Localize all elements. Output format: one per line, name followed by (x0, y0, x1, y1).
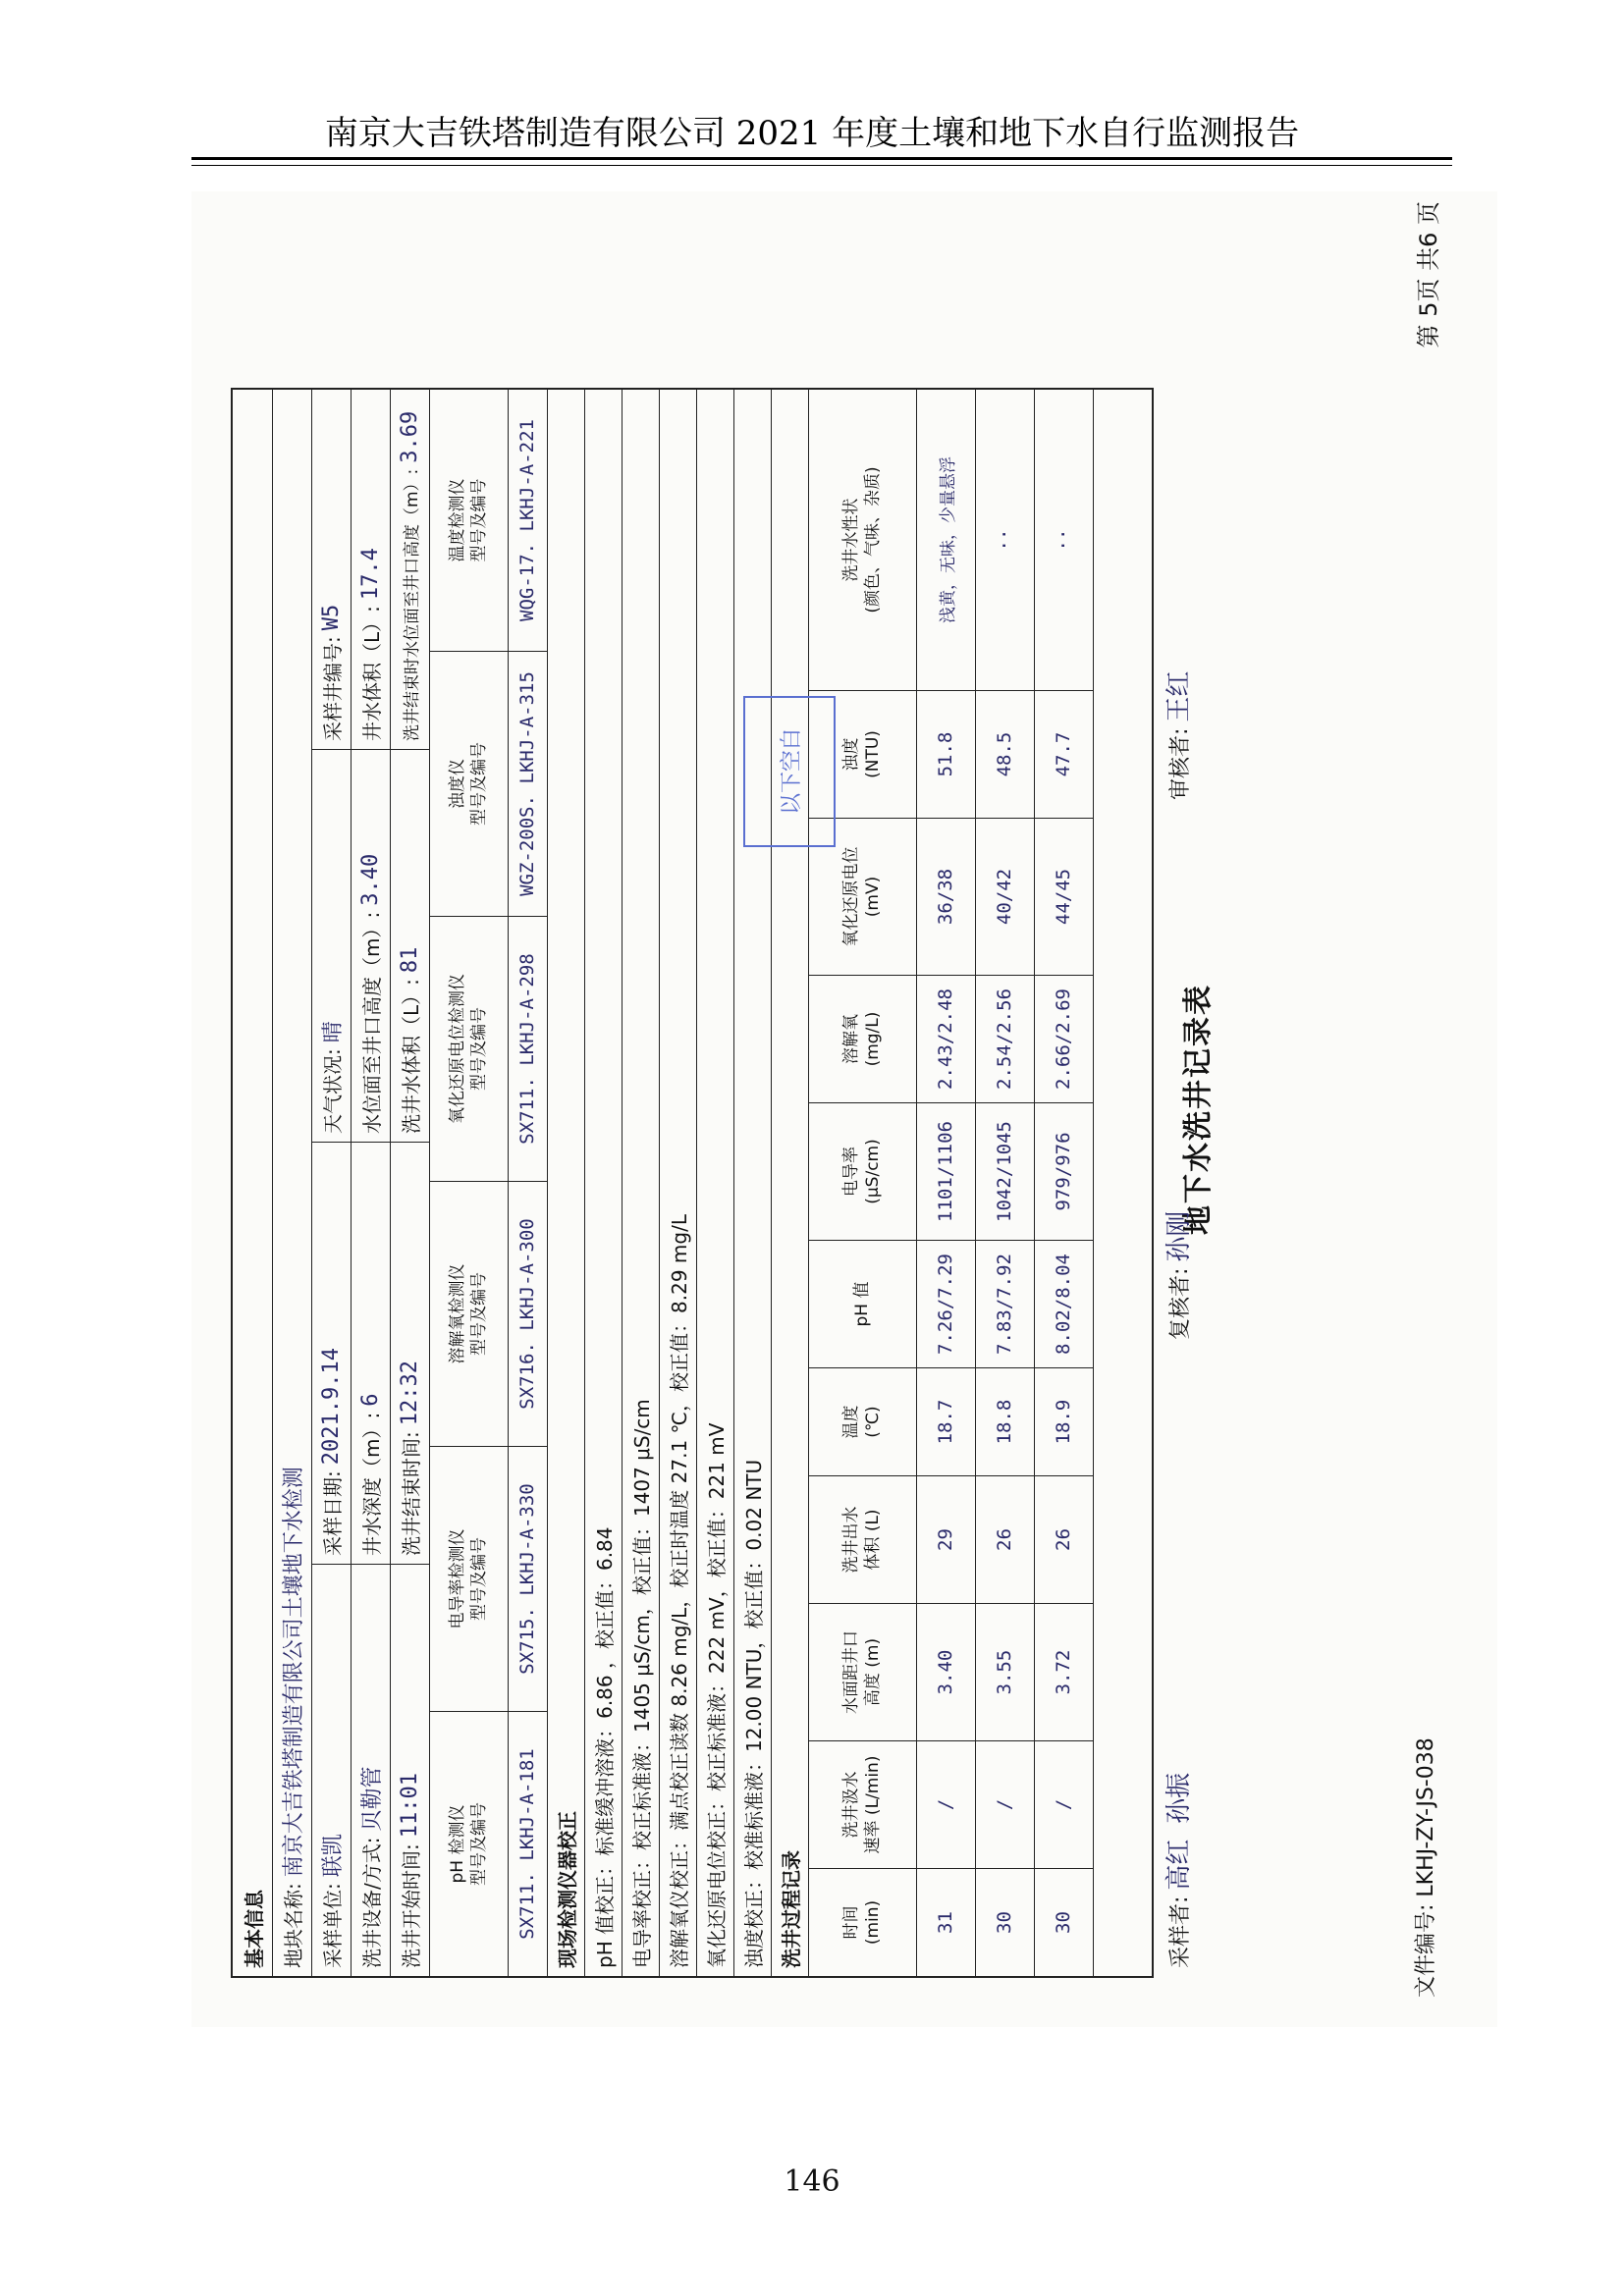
instrument-header-turb: 浊度仪 型号及编号 (429, 651, 508, 916)
cal-orp: 氧化还原电位校正：校正标准液：222 mV，校正值：221 mV (704, 1422, 729, 1968)
report-header: 南京大吉铁塔制造有限公司 2021 年度土壤和地下水自行监测报告 (324, 114, 1300, 153)
equip-field (351, 1564, 390, 1976)
cal-ph: pH 值校正：标准缓冲溶液：6.86 ，校正值：6.84 (592, 1526, 617, 1968)
cell-do: 2.54/2.56 (975, 975, 1034, 1102)
wash-value: 81 (397, 946, 422, 974)
washing-record-form (231, 388, 1154, 1978)
cell-cond: 1042/1045 (975, 1102, 1034, 1240)
start-label: 洗井开始时间: (399, 1843, 423, 1968)
sampler-label: 采样者: (1168, 1896, 1193, 1968)
instrument-value-do: SX716. LKHJ-A-300 (508, 1181, 547, 1446)
instrument-value-turb: WGZ-200S. LKHJ-A-315 (508, 651, 547, 916)
level-field (351, 749, 390, 1142)
process-section-row (771, 390, 809, 1976)
plot-row (272, 390, 312, 1976)
cell-orp: 36/38 (916, 818, 975, 975)
cell-outvol: 29 (916, 1475, 975, 1603)
time-row (390, 390, 430, 1976)
scanned-form (191, 191, 1497, 2027)
cal-do-row (659, 390, 697, 1976)
cal-cond: 电导率校正：校正标准液：1405 μS/cm，校正值：1407 μS/cm (629, 1399, 654, 1968)
header-rule-thin (191, 165, 1452, 166)
page-of: 第 5页 共6 页 (1415, 201, 1442, 348)
cell-time: 31 (916, 1868, 975, 1976)
volume-field (351, 390, 390, 749)
reviewer-label: 复核者: (1168, 1267, 1193, 1340)
table-row (1034, 390, 1094, 1976)
reviewer-signature (1159, 1211, 1195, 1340)
process-header-do: 溶解氧 (mg/L) (808, 975, 916, 1102)
cell-outvol: 26 (975, 1475, 1034, 1603)
instrument-value-cond: SX715. LKHJ-A-330 (508, 1446, 547, 1711)
instrument-value-ph: SX711. LKHJ-A-181 (508, 1711, 547, 1976)
header-rule (191, 157, 1452, 160)
start-field (390, 1564, 429, 1976)
unit-label: 采样单位: (320, 1883, 345, 1968)
cell-turb: 51.8 (916, 690, 975, 818)
approver-value: 王红 (1164, 670, 1194, 722)
cell-nature: ·· (994, 528, 1015, 552)
process-header-orp: 氧化还原电位 (mV) (808, 818, 916, 975)
cell-do: 2.43/2.48 (916, 975, 975, 1102)
depth-field (351, 1142, 390, 1564)
process-header-nature: 洗井水性状 (颜色、气味、杂质) (840, 466, 883, 614)
wash-label: 洗井水体积（L）: (399, 979, 423, 1134)
well-label: 采样井编号: (320, 636, 345, 741)
unit-row (311, 390, 352, 1976)
blank-stamp: 以下空白 (743, 696, 836, 847)
process-header-ph: pH 值 (808, 1240, 916, 1367)
cell-cond: 979/976 (1034, 1102, 1093, 1240)
cell-level: 3.55 (975, 1603, 1034, 1740)
depth-value: 6 (357, 1393, 383, 1407)
rotated-form (191, 191, 1497, 2027)
well-field (311, 390, 351, 749)
weather-field (311, 749, 351, 1142)
cal-cond-row (622, 390, 660, 1976)
cell-orp: 44/45 (1034, 818, 1093, 975)
date-field (311, 1142, 351, 1564)
basic-section-title: 基本信息 (242, 1890, 266, 1968)
plot-value: 南京大吉铁塔制造有限公司土壤地下水检测 (281, 1467, 306, 1878)
page-number: 146 (784, 2164, 840, 2199)
instrument-value-temp: WQG-17. LKHJ-A-221 (516, 419, 538, 621)
wash-field (390, 749, 429, 1142)
level-label: 水位面至井口高度（m）: (359, 911, 384, 1134)
cell-temp: 18.9 (1034, 1367, 1093, 1475)
depth-label: 井水深度（m）: (359, 1412, 384, 1556)
equip-label: 洗井设备/方式: (359, 1837, 384, 1968)
cell-ph: 8.02/8.04 (1034, 1240, 1093, 1367)
plot-field (272, 390, 311, 1976)
end-value: 12:32 (397, 1361, 422, 1426)
cell-rate: / (916, 1740, 975, 1868)
well-value: W5 (318, 604, 344, 631)
process-header-cond: 电导率 (μS/cm) (808, 1102, 916, 1240)
end-field (390, 1142, 429, 1564)
cal-ph-row (584, 390, 623, 1976)
cal-turb: 浊度校正：校准标准液：12.00 NTU，校正值：0.02 NTU (741, 1459, 766, 1968)
weather-label: 天气状况: (320, 1048, 345, 1134)
basic-section-row (233, 390, 273, 1976)
cell-do: 2.66/2.69 (1034, 975, 1093, 1102)
approver-signature (1159, 671, 1195, 800)
process-header-outvol: 洗井出水 体积 (L) (808, 1475, 916, 1603)
equip-row (351, 390, 391, 1976)
cell-orp: 40/42 (975, 818, 1034, 975)
cell-cond: 1101/1106 (916, 1102, 975, 1240)
cell-level: 3.40 (916, 1603, 975, 1740)
cal-do: 溶解氧仪校正：满点校正读数 8.26 mg/L，校正时温度 27.1 ℃，校正值：8.29 mg/L (667, 1214, 691, 1968)
cell-nature: 浅黄，无味，少量悬浮 (938, 456, 958, 623)
end-level-value: 3.69 (397, 410, 422, 463)
cell-rate: / (1034, 1740, 1093, 1868)
process-header-time: 时间 (min) (808, 1868, 916, 1976)
instrument-value-orp: SX711. LKHJ-A-298 (508, 916, 547, 1181)
end-level-field (390, 390, 429, 749)
form-title: 地下水洗井记录表 (1181, 984, 1216, 1235)
sampler-signature (1159, 1773, 1195, 1968)
table-row (975, 390, 1035, 1976)
instrument-header-orp: 氧化还原电位检测仪 型号及编号 (429, 916, 508, 1181)
instrument-header-row (429, 390, 509, 1976)
date-value: 2021.9.14 (318, 1348, 344, 1466)
process-header-row (808, 390, 917, 1976)
calibration-section-title: 现场检测仪器校正 (555, 1811, 579, 1968)
volume-value: 17.4 (357, 548, 383, 601)
date-label: 采样日期: (320, 1470, 345, 1556)
instrument-header-temp: 温度检测仪 型号及编号 (447, 478, 489, 562)
cell-turb: 48.5 (975, 690, 1034, 818)
weather-value: 晴 (320, 1021, 346, 1043)
cell-level: 3.72 (1034, 1603, 1093, 1740)
cell-ph: 7.26/7.29 (916, 1240, 975, 1367)
cal-turb-row (733, 390, 772, 1976)
process-header-rate: 洗井汲水 速率 (L/min) (808, 1740, 916, 1868)
cell-temp: 18.7 (916, 1367, 975, 1475)
cell-turb: 47.7 (1034, 690, 1093, 818)
cell-temp: 18.8 (975, 1367, 1034, 1475)
doc-number: 文件编号: LKHJ-ZY-JS-038 (1414, 1737, 1438, 1998)
process-section-title: 洗井过程记录 (779, 1850, 803, 1968)
instrument-header-ph: pH 检测仪 型号及编号 (429, 1711, 508, 1976)
process-header-level: 水面距井口 高度 (m) (808, 1603, 916, 1740)
end-level-label: 洗井结束时水位面至井口高度（m）: (402, 468, 422, 741)
instrument-value-row (508, 390, 548, 1976)
table-row (916, 390, 976, 1976)
approver-label: 审核者: (1168, 727, 1193, 800)
volume-label: 井水体积（L）: (359, 606, 384, 741)
end-label: 洗井结束时间: (399, 1431, 423, 1556)
cell-rate: / (975, 1740, 1034, 1868)
process-header-temp: 温度 (℃) (808, 1367, 916, 1475)
instrument-header-cond: 电导率检测仪 型号及编号 (429, 1446, 508, 1711)
sampler-value: 高红 孙振 (1164, 1772, 1194, 1891)
cell-outvol: 26 (1034, 1475, 1093, 1603)
cell-time: 30 (975, 1868, 1034, 1976)
unit-field (311, 1564, 351, 1976)
cal-orp-row (696, 390, 734, 1976)
level-value: 3.40 (357, 853, 383, 906)
equip-value: 贝勒管 (359, 1766, 385, 1832)
instrument-header-do: 溶解氧检测仪 型号及编号 (429, 1181, 508, 1446)
cell-time: 30 (1034, 1868, 1093, 1976)
unit-value: 联凯 (320, 1834, 346, 1878)
reviewer-value: 孙刚 (1164, 1210, 1194, 1262)
cell-ph: 7.83/7.92 (975, 1240, 1034, 1367)
process-header-turb: 浊度 (NTU) (808, 690, 916, 818)
start-value: 11:01 (397, 1773, 422, 1839)
plot-label: 地块名称: (281, 1883, 305, 1968)
cell-nature: ·· (1053, 528, 1074, 552)
calibration-section-row (547, 390, 585, 1976)
